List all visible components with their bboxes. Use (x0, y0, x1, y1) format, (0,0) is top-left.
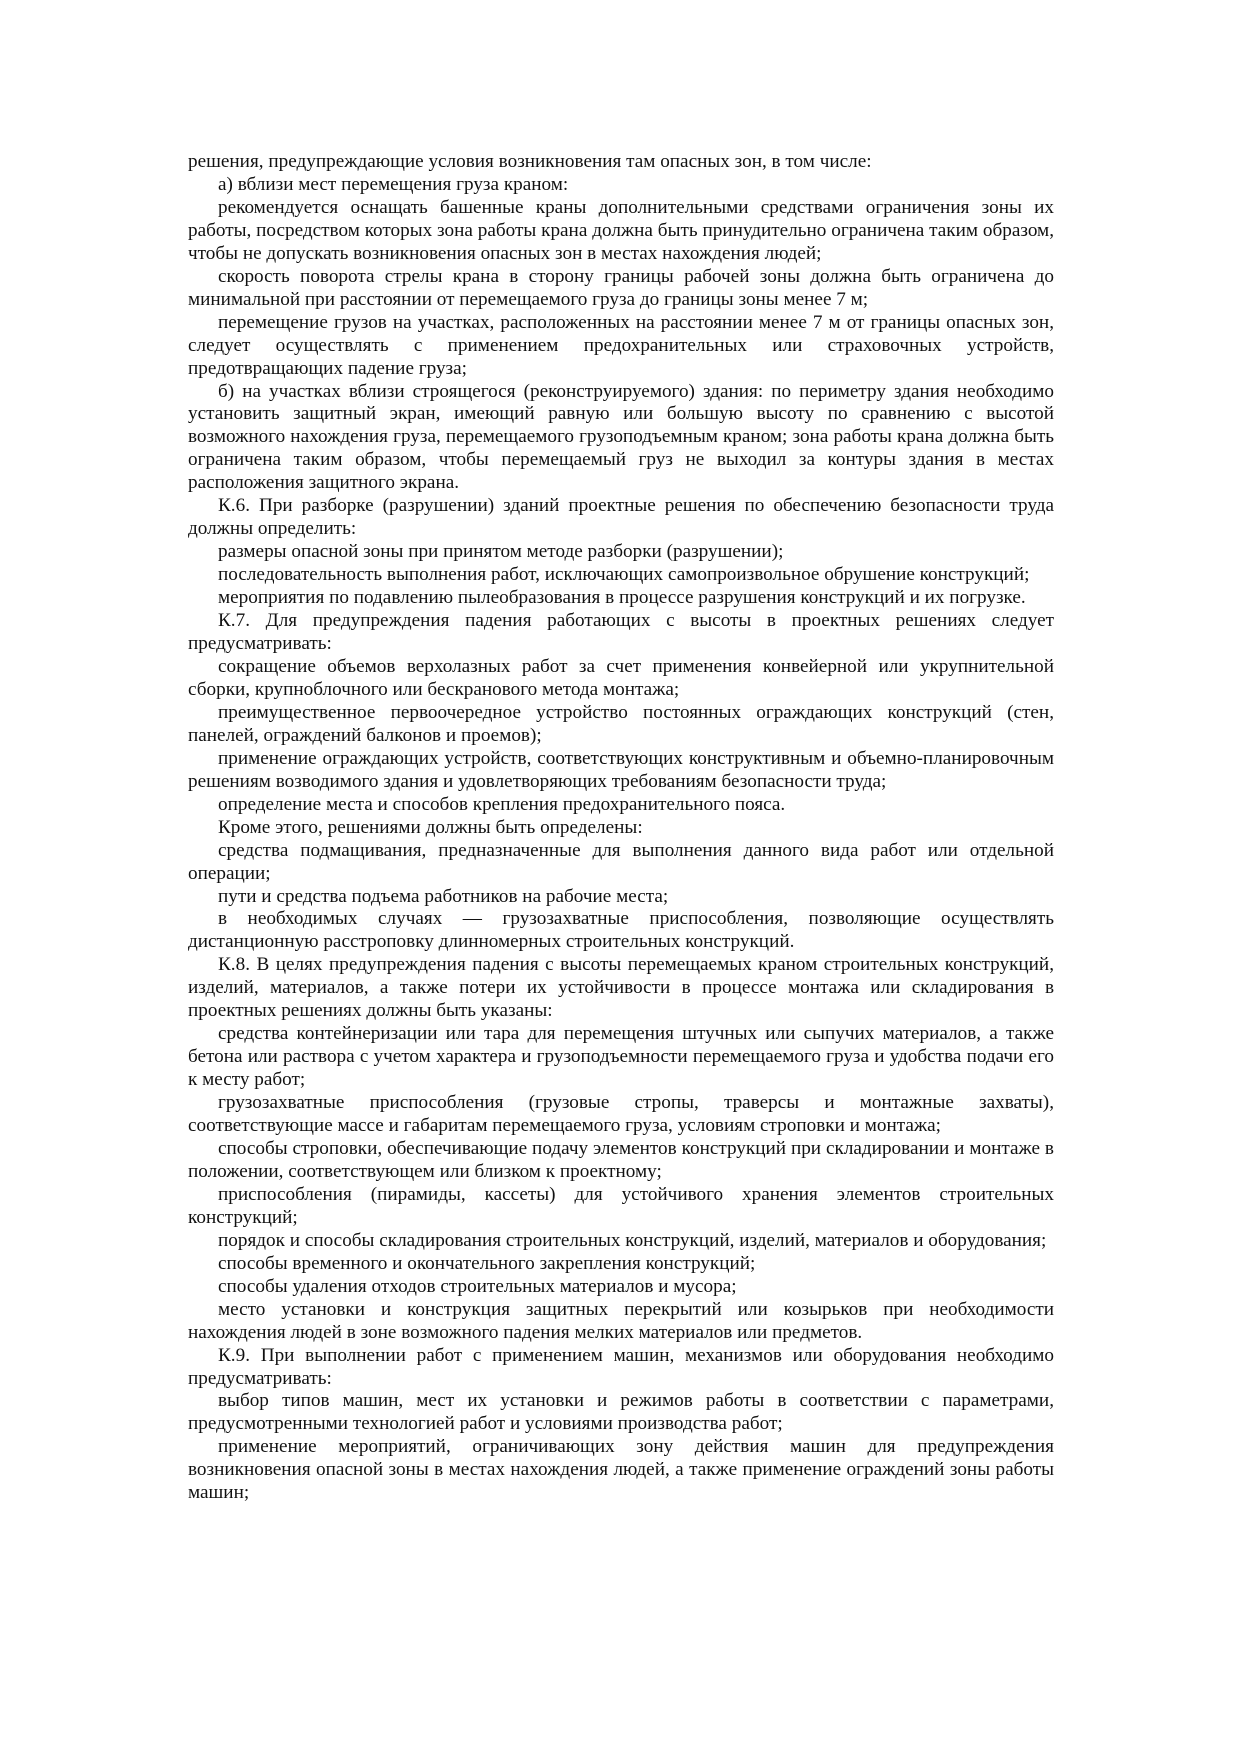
body-paragraph: перемещение грузов на участках, расположенных на расстоянии менее 7 м от границы опасных зон, следует осуществлять с применением предохранительных или страховочных устройств, предотвращающих падение груза; (188, 311, 1054, 379)
body-paragraph: способы строповки, обеспечивающие подачу элементов конструкций при складировании и монтаже в положении, соответствующем или близком к проектному; (188, 1137, 1054, 1182)
body-paragraph: Кроме этого, решениями должны быть определены: (218, 816, 643, 838)
body-paragraph: К.6. При разборке (разрушении) зданий проектные решения по обеспечению безопасности труда должны определить: (188, 495, 1054, 540)
body-paragraph: преимущественное первоочередное устройство постоянных ограждающих конструкций (стен, панелей, ограждений балконов и проемов); (188, 701, 1054, 746)
body-paragraph: место установки и конструкция защитных перекрытий или козырьков при необходимости нахождения людей в зоне возможного падения мелких материалов или предметов. (188, 1298, 1054, 1343)
body-paragraph: грузозахватные приспособления (грузовые стропы, траверсы и монтажные захваты), соответствующие массе и габаритам перемещаемого груза, условиям строповки и монтажа; (188, 1092, 1054, 1137)
body-paragraph: пути и средства подъема работников на рабочие места; (218, 885, 669, 907)
body-paragraph: способы удаления отходов строительных материалов и мусора; (218, 1275, 737, 1297)
body-paragraph: определение места и способов крепления предохранительного пояса. (218, 793, 786, 815)
body-paragraph: К.9. При выполнении работ с применением машин, механизмов или оборудования необходимо предусматривать: (188, 1344, 1054, 1389)
body-paragraph: рекомендуется оснащать башенные краны дополнительными средствами ограничения зоны их работы, посредством которых зона работы крана должна быть принудительно ограничена таким образом, чтобы не допускать возникновения опасных зон в местах нахождения людей; (188, 196, 1054, 264)
body-paragraph: скорость поворота стрелы крана в сторону границы рабочей зоны должна быть ограничена до минимальной при расстоянии от перемещаемого груза до границы зоны менее 7 м; (188, 265, 1054, 310)
body-paragraph: К.7. Для предупреждения падения работающих с высоты в проектных решениях следует предусматривать: (188, 610, 1054, 655)
body-paragraph: выбор типов машин, мест их установки и режимов работы в соответствии с параметрами, предусмотренными технологией работ и условиями производства работ; (188, 1390, 1054, 1435)
body-paragraph: сокращение объемов верхолазных работ за счет применения конвейерной или укрупнительной сборки, крупноблочного или бескранового метода монтажа; (188, 655, 1054, 700)
body-paragraph: К.8. В целях предупреждения падения с высоты перемещаемых краном строительных конструкций, изделий, материалов, а также потери их устойчивости в процессе монтажа или складирования в проектных решениях должны быть указаны: (188, 954, 1054, 1022)
body-paragraph: а) вблизи мест перемещения груза краном: (218, 173, 569, 195)
body-paragraph: применение ограждающих устройств, соответствующих конструктивным и объемно-планировочным решениям возводимого здания и удовлетворяющих требованиям безопасности труда; (188, 747, 1054, 792)
document-page (188, 151, 1054, 1505)
body-paragraph: средства контейнеризации или тара для перемещения штучных или сыпучих материалов, а также бетона или раствора с учетом характера и грузоподъемности перемещаемого груза и удобства подачи его к месту работ; (188, 1023, 1054, 1091)
body-paragraph: размеры опасной зоны при принятом методе разборки (разрушении); (218, 541, 784, 563)
body-paragraph: приспособления (пирамиды, кассеты) для устойчивого хранения элементов строительных конструкций; (188, 1183, 1054, 1228)
body-paragraph: порядок и способы складирования строительных конструкций, изделий, материалов и оборудования; (218, 1229, 1047, 1251)
body-paragraph: средства подмащивания, предназначенные для выполнения данного вида работ или отдельной операции; (188, 839, 1054, 884)
body-paragraph: б) на участках вблизи строящегося (реконструируемого) здания: по периметру здания необходимо установить защитный экран, имеющий равную или большую высоту по сравнению с высотой возможного нахождения груза, перемещаемого грузоподъемным краном; зона работы крана должна быть ограничена таким образом, чтобы перемещаемый груз не выходил за контуры здания в местах расположения защитного экрана. (188, 380, 1054, 494)
body-paragraph: последовательность выполнения работ, исключающих самопроизвольное обрушение конструкций; (218, 564, 1030, 586)
body-paragraph: применение мероприятий, ограничивающих зону действия машин для предупреждения возникновения опасной зоны в местах нахождения людей, а также применение ограждений зоны работы машин; (188, 1436, 1054, 1504)
body-paragraph: мероприятия по подавлению пылеобразования в процессе разрушения конструкций и их погрузке. (218, 587, 1026, 609)
body-paragraph: в необходимых случаях — грузозахватные приспособления, позволяющие осуществлять дистанционную расстроповку длинномерных строительных конструкций. (188, 908, 1054, 953)
body-paragraph: решения, предупреждающие условия возникновения там опасных зон, в том числе: (188, 151, 872, 172)
body-paragraph: способы временного и окончательного закрепления конструкций; (218, 1252, 756, 1274)
